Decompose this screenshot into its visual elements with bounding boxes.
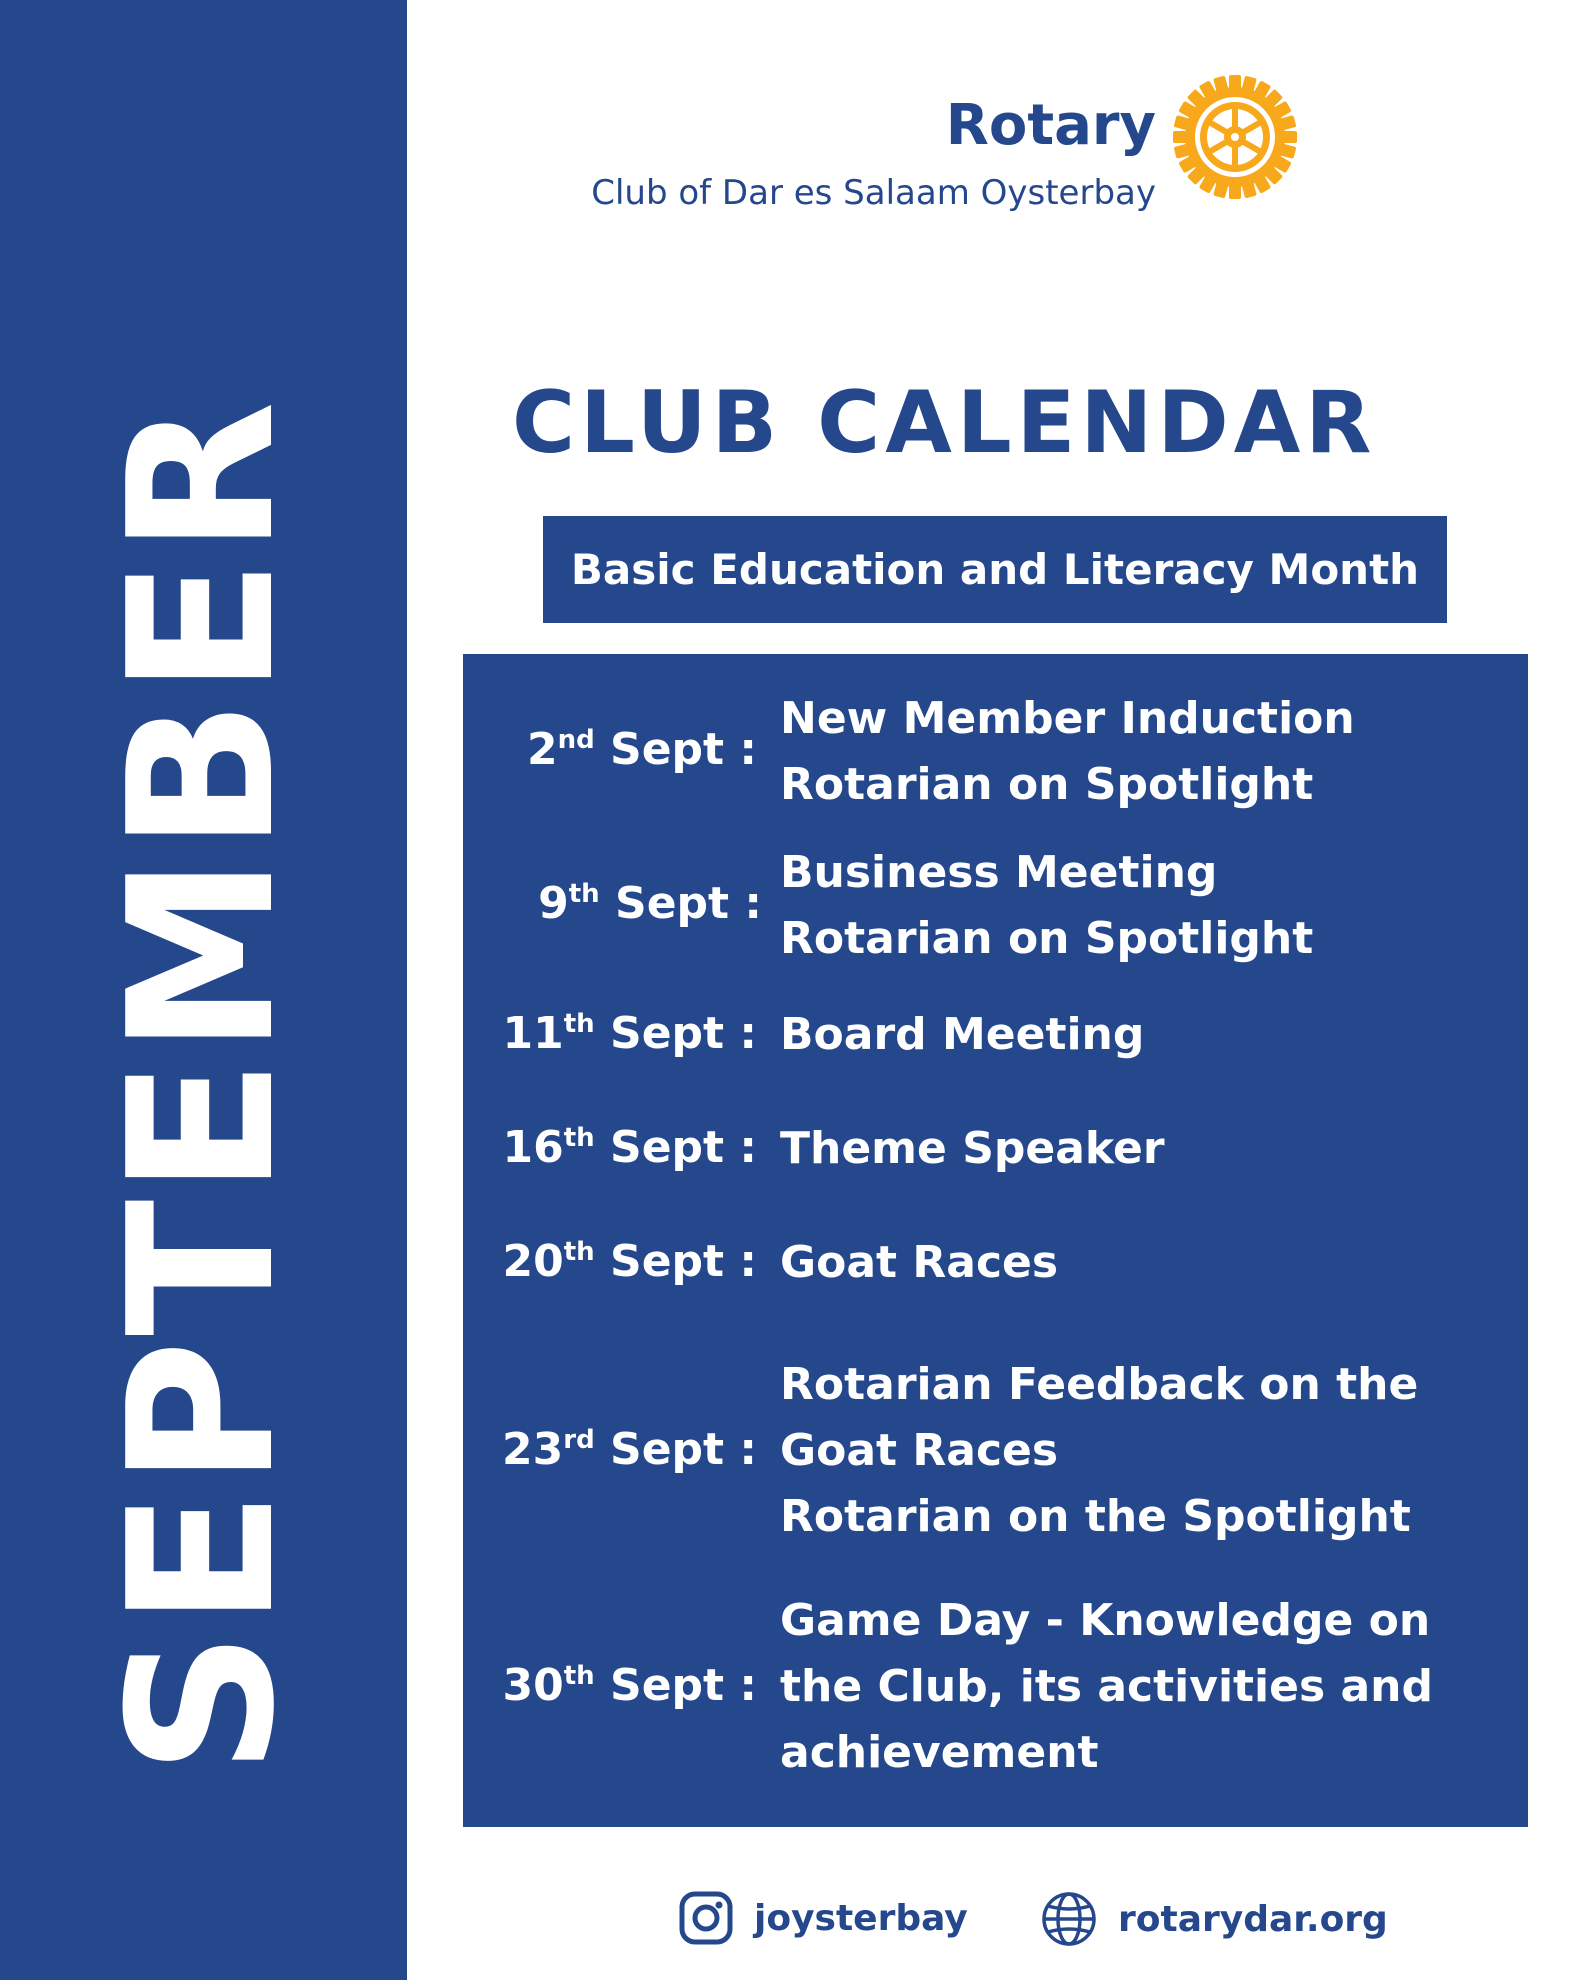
rotary-wheel-icon [1172, 74, 1298, 200]
event-description [780, 840, 1313, 972]
event-line: Rotarian Feedback on the [780, 1359, 1419, 1410]
event-line: Business Meeting [780, 847, 1218, 898]
event-description [780, 1230, 1058, 1296]
event-date: 30th Sept : [502, 1660, 757, 1711]
instagram-link[interactable] [678, 1890, 968, 1946]
event-description [780, 1352, 1418, 1550]
event-line: Goat Races [780, 1237, 1059, 1288]
event-description [780, 1116, 1165, 1182]
event-line: Game Day - Knowledge on [780, 1595, 1431, 1646]
event-line: the Club, its activities and [780, 1661, 1433, 1712]
event-date: 20th Sept : [502, 1236, 757, 1287]
left-band [0, 0, 407, 1980]
rotary-logo [560, 70, 1320, 230]
event-date: 9th Sept : [538, 878, 762, 929]
event-description [780, 686, 1355, 818]
instagram-handle: joysterbay [754, 1897, 968, 1939]
event-line: New Member Induction [780, 693, 1355, 744]
event-line: Theme Speaker [780, 1123, 1165, 1174]
website-url: rotarydar.org [1118, 1898, 1388, 1940]
footer [0, 1890, 1583, 1960]
event-line: Board Meeting [780, 1009, 1145, 1060]
logo-name: Rotary [945, 93, 1156, 158]
event-date: 16th Sept : [502, 1122, 757, 1173]
instagram-icon [678, 1890, 734, 1946]
vertical-month-title: SEPTEMBER [86, 396, 319, 1776]
month-theme-text: Basic Education and Literacy Month [570, 545, 1420, 594]
event-line: achievement [780, 1727, 1099, 1778]
event-description [780, 1588, 1433, 1786]
globe-icon [1040, 1890, 1098, 1948]
event-date: 11th Sept : [502, 1008, 757, 1059]
event-line: Rotarian on the Spotlight [780, 1491, 1411, 1542]
website-link[interactable] [1040, 1890, 1388, 1948]
event-date: 23rd Sept : [502, 1424, 757, 1475]
event-line: Rotarian on Spotlight [780, 759, 1314, 810]
event-date: 2nd Sept : [526, 724, 757, 775]
events-panel [463, 654, 1528, 1827]
event-line: Rotarian on Spotlight [780, 913, 1314, 964]
logo-subtitle: Club of Dar es Salaam Oysterbay [591, 173, 1156, 213]
event-description [780, 1002, 1144, 1068]
month-theme-banner [543, 516, 1447, 623]
page-title: CLUB CALENDAR [512, 373, 1377, 473]
event-line: Goat Races [780, 1425, 1059, 1476]
